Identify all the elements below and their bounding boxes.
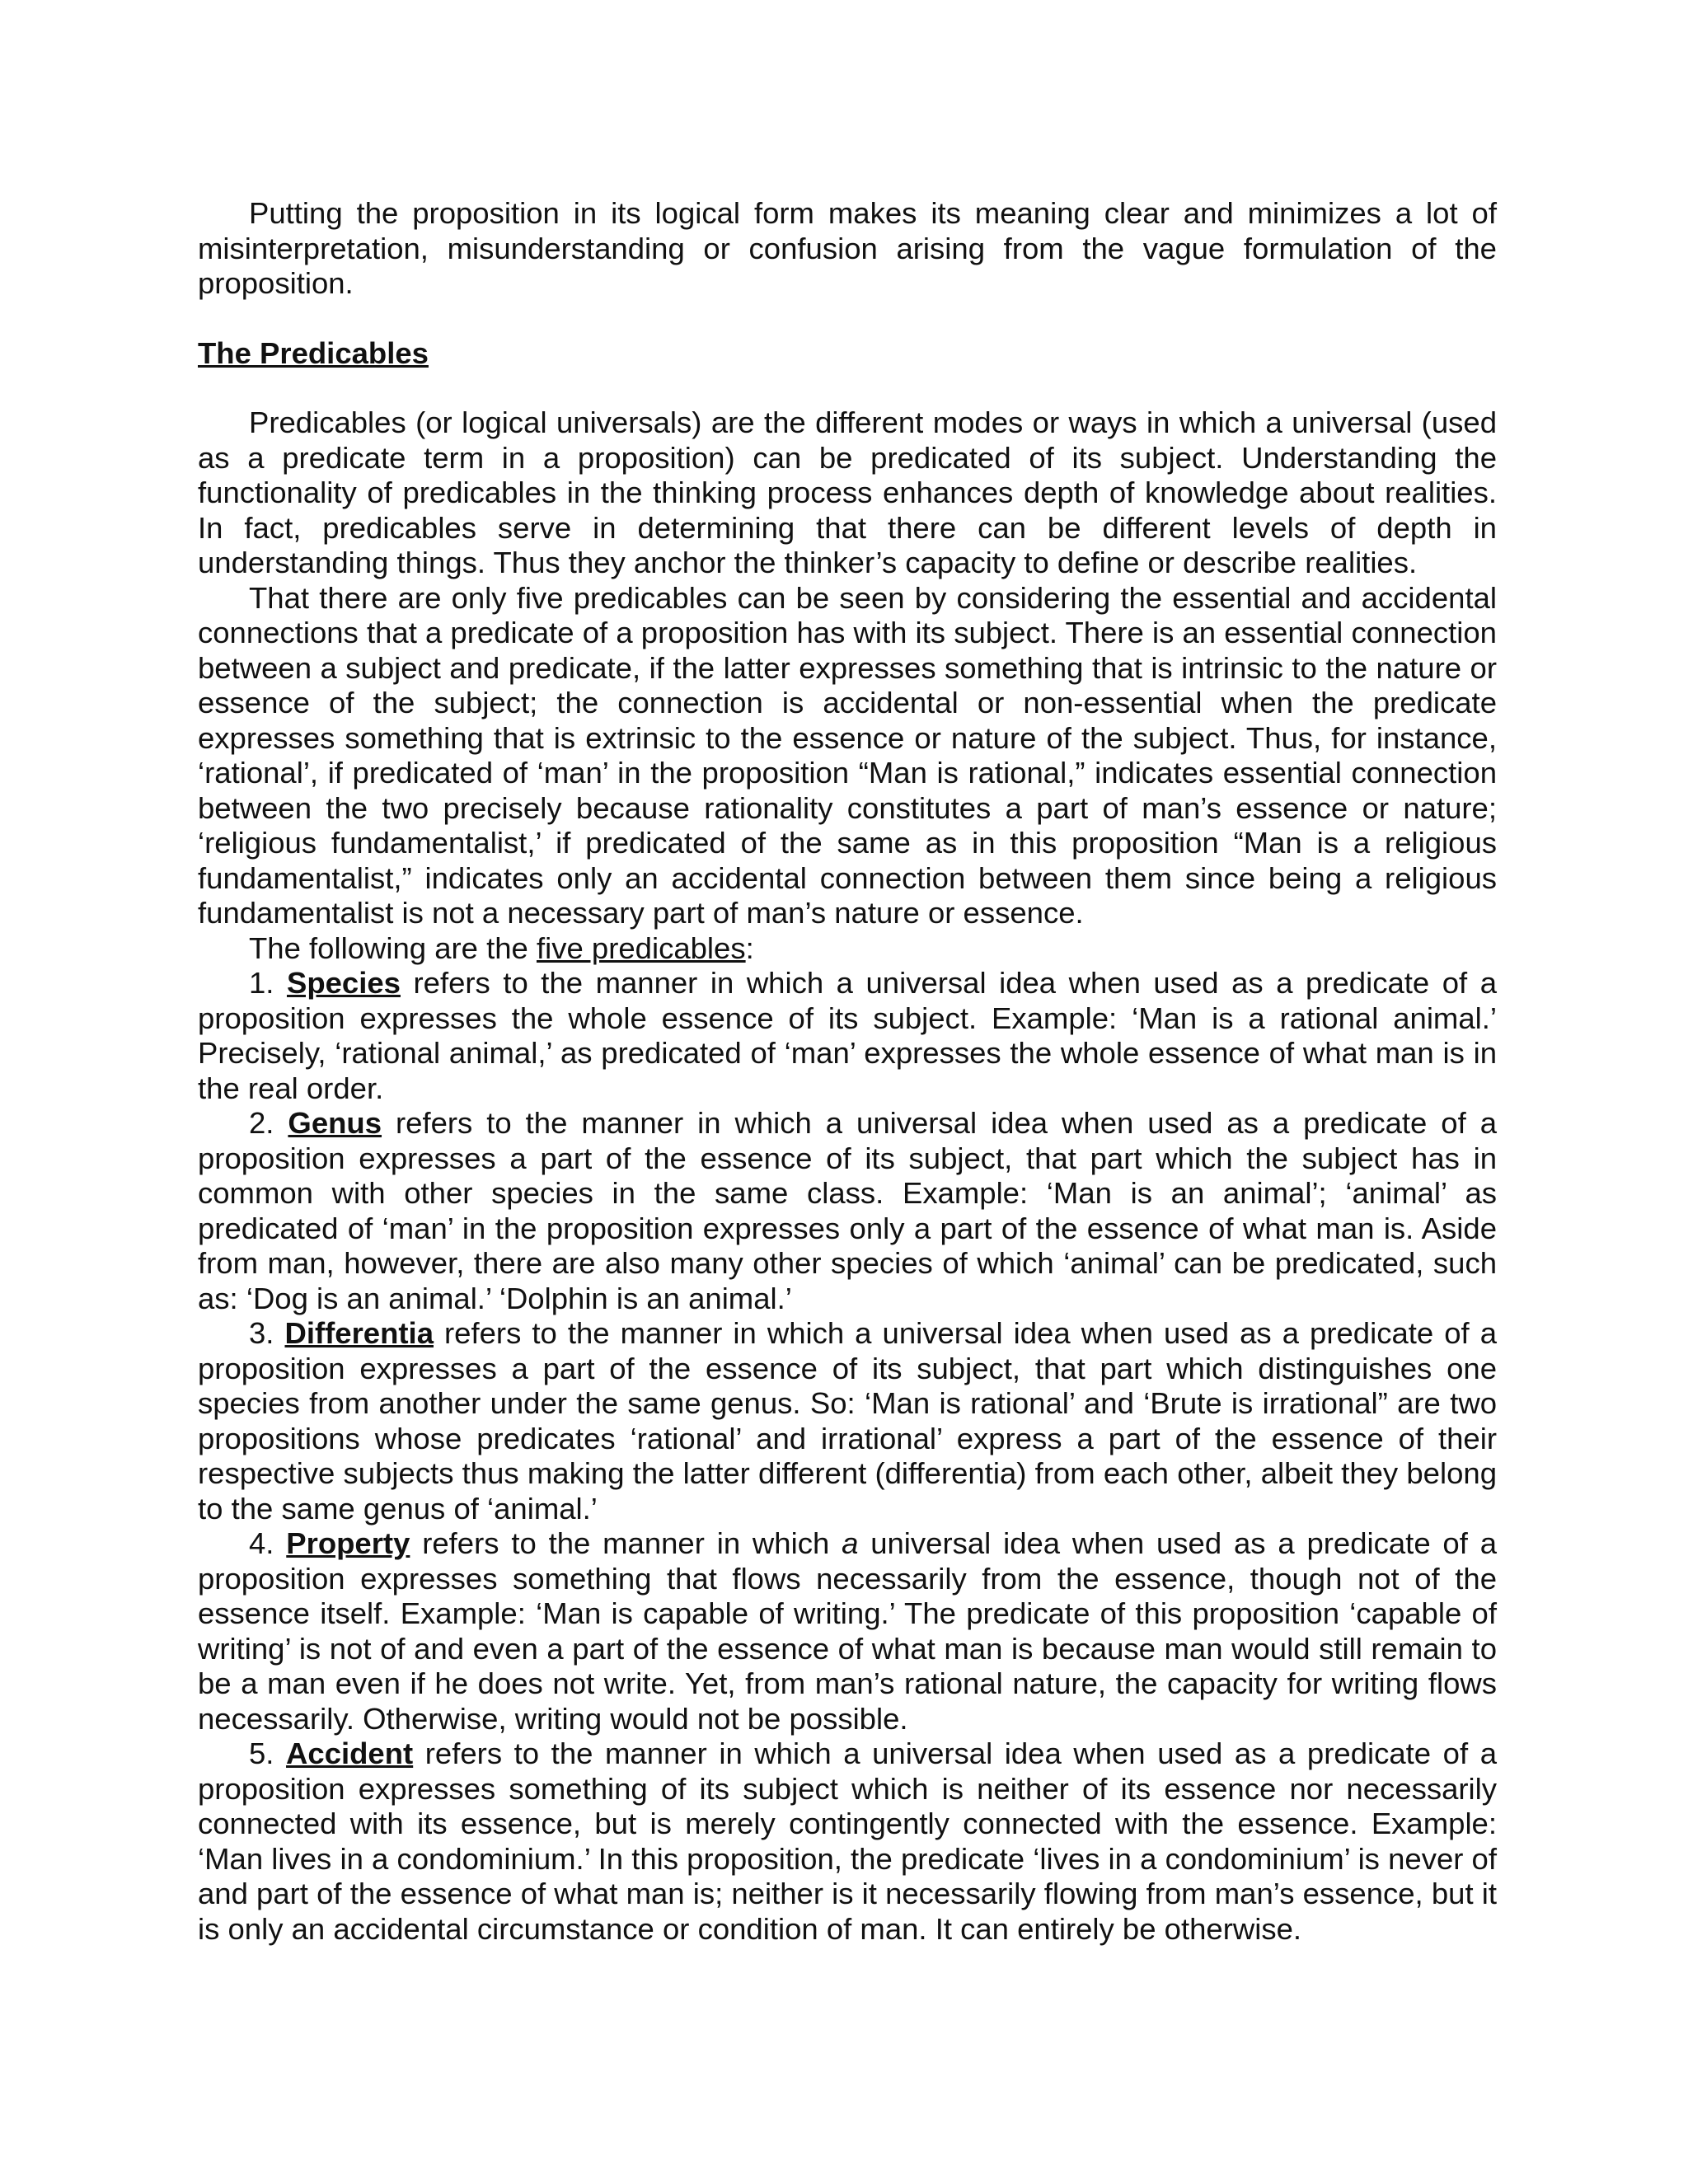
predicables-definition-paragraph: Predicables (or logical universals) are the different modes or ways in which a universal (used as a predicate term in a proposition) can be predicated of its subject. Understanding the functionality of predicables in the thinking process enhances depth of knowledge about realities. In fact, predicables serve in determining that there can be different levels of depth in understanding things. Thus they anchor the thinker’s capacity to define or describe realities. [198, 405, 1497, 579]
following-after: : [745, 930, 754, 965]
list-item [198, 966, 1497, 1106]
item-text: refers to the manner in which a universal idea when used as a predicate of a proposition expresses something of its subject which is neither of its essence nor necessarily connected with its essence, but is merely contingently connected with the essence. Example: ‘Man lives in a condominium.’ In this proposition, the predicate ‘lives in a condominium’ is never of and part of the essence of what man is; neither is it necessarily flowing from man’s essence, but it is only an accidental circumstance or condition of man. It can entirely be otherwise. [198, 1736, 1497, 1946]
term-property: Property [286, 1526, 410, 1560]
document-page [198, 196, 1497, 1947]
term-species: Species [286, 966, 401, 1000]
item-text: refers to the manner in which a universal idea when used as a predicate of a proposition expresses a part of the essence of its subject, that part which the subject has in common with other species in the same class. Example: ‘Man is an animal’; ‘animal’ as predicated of ‘man’ in the proposition expresses only a part of the essence of what man is. Aside from man, however, there are also many other species of which ‘animal’ can be predicated, such as: ‘Dog is an animal.’ ‘Dolphin is an animal.’ [198, 1106, 1497, 1315]
following-before: The following are the [249, 930, 537, 965]
section-heading: The Predicables [198, 335, 429, 370]
item-text-pre: refers to the manner in which [410, 1526, 842, 1560]
term-differentia: Differentia [284, 1316, 434, 1350]
item-number: 1. [249, 966, 287, 1000]
essential-accidental-paragraph: That there are only five predicables can be seen by considering the essential and accidental connections that a predicate of a proposition has with its subject. There is an essential connection between a subject and predicate, if the latter expresses something that is intrinsic to the nature or essence of the subject; the connection is accidental or non-essential when the predicate expresses something that is extrinsic to the essence or nature of the subject. Thus, for instance, ‘rational’, if predicated of ‘man’ in the proposition “Man is rational,” indicates essential connection between the two precisely because rationality constitutes a part of man’s essence or nature; ‘religious fundamentalist,’ if predicated of the same as in this proposition “Man is a religious fundamentalist,” indicates only an accidental connection between them since being a religious fundamentalist is not a necessary part of man’s nature or essence. [198, 580, 1497, 930]
item-number: 3. [249, 1316, 285, 1350]
list-item [198, 1736, 1497, 1947]
list-item [198, 1526, 1497, 1736]
italic-article: a [842, 1526, 859, 1560]
five-predicables-underlined: five predicables [536, 930, 746, 965]
list-item [198, 1106, 1497, 1316]
list-item [198, 1316, 1497, 1526]
intro-paragraph: Putting the proposition in its logical form makes its meaning clear and minimizes a lot of misinterpretation, misunderstanding or confusion arising from the vague formulation of the proposition. [198, 196, 1497, 300]
item-number: 2. [249, 1106, 288, 1140]
term-genus: Genus [288, 1106, 382, 1140]
item-number: 4. [249, 1526, 287, 1560]
item-text: refers to the manner in which a universal idea when used as a predicate of a proposition expresses a part of the essence of its subject, that part which distinguishes one species from another under the same genus. So: ‘Man is rational’ and ‘Brute is irrational” are two propositions whose predicates ‘rational’ and irrational’ express a part of the essence of their respective subjects thus making the latter different (differentia) from each other, albeit they belong to the same genus of ‘animal.’ [198, 1316, 1497, 1526]
item-text: refers to the manner in which a universal idea when used as a predicate of a proposition expresses the whole essence of its subject. Example: ‘Man is a rational animal.’ Precisely, ‘rational animal,’ as predicated of ‘man’ expresses the whole essence of what man is in the real order. [198, 966, 1497, 1105]
item-number: 5. [249, 1736, 287, 1770]
item-text: universal idea when used as a predicate of a proposition expresses something that flows necessarily from the essence, though not of the essence itself. Example: ‘Man is capable of writing.’ The predicate of this proposition ‘capable of writing’ is not of and even a part of the essence of what man is because man would still remain to be a man even if he does not write. Yet, from man’s rational nature, the capacity for writing flows necessarily. Otherwise, writing would not be possible. [198, 1526, 1497, 1736]
following-intro-line [198, 931, 1497, 967]
term-accident: Accident [286, 1736, 414, 1770]
